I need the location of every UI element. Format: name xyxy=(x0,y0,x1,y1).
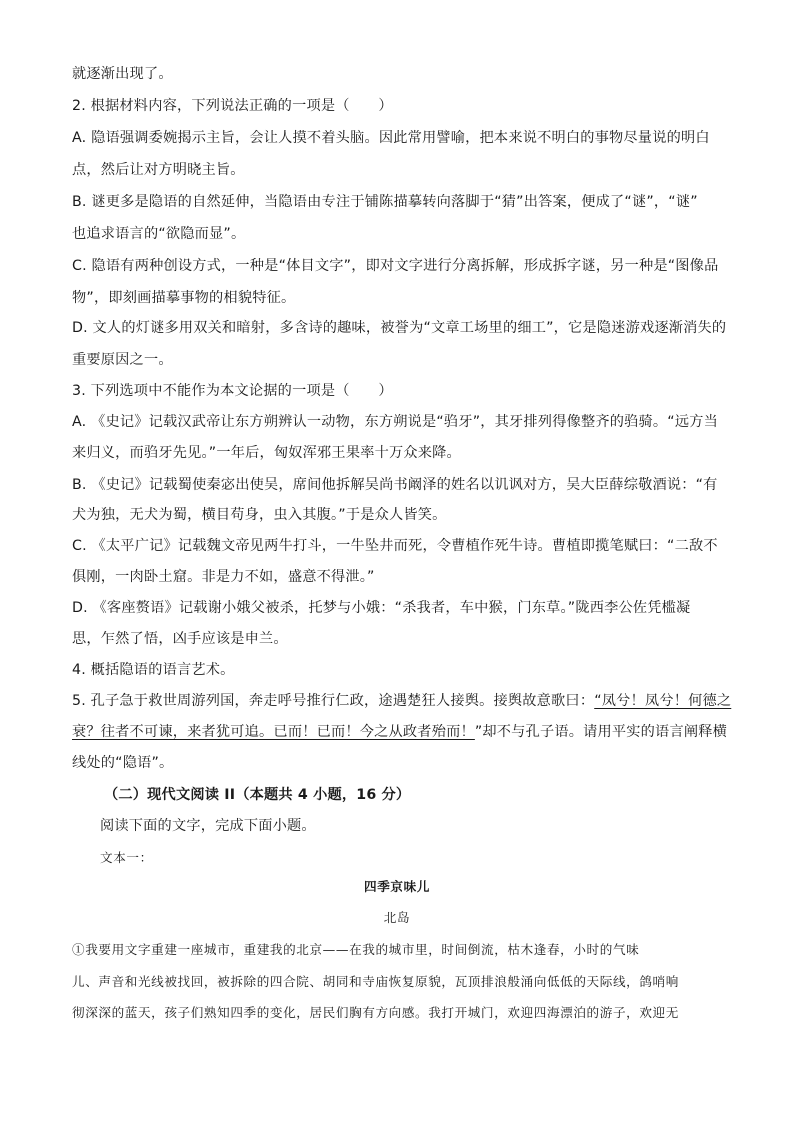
underlined-hidden-phrase: 衰？往者不可谏，来者犹可追。已而！已而！今之从政者殆而！ xyxy=(72,724,475,740)
text-one-label: 文本一： xyxy=(100,850,153,865)
option-3c-line-2: 俱刚，一肉卧土窟。非是力不如，盛意不得泄。” xyxy=(72,569,375,585)
article-title: 四季京味儿 xyxy=(364,879,430,894)
question-4: 4. 概括隐语的语言艺术。 xyxy=(72,662,235,678)
reading-instruction: 阅读下面的文字，完成下面小题。 xyxy=(100,818,316,834)
question-5-line-1: 5. 孔子急于救世周游列国，奔走呼号推行仁政，途遇楚狂人接舆。接舆故意歌曰：“凤兮！凤兮！何德之 xyxy=(72,693,732,709)
option-2c-line-1: C. 隐语有两种创设方式，一种是“体目文字”，即对文字进行分离拆解，形成拆字谜，另一种是“图像品 xyxy=(72,258,719,274)
option-3b-line-1: B. 《史记》记载蜀使秦宓出使吴，席间他拆解吴尚书阚泽的姓名以讥讽对方，吴大臣薛综敬酒说：“有 xyxy=(72,477,718,493)
article-paragraph-line: 彻深深的蓝天，孩子们熟知四季的变化，居民们胸有方向感。我打开城门，欢迎四海漂泊的游子，欢迎无 xyxy=(72,1005,679,1020)
question-5-line-2: 衰？往者不可谏，来者犹可追。已而！已而！今之从政者殆而！”却不与孔子语。请用平实的语言阐释横 xyxy=(72,724,727,740)
section-heading: （二）现代文阅读 II（本题共 4 小题，16 分） xyxy=(104,787,411,803)
paragraph-line: 就逐渐出现了。 xyxy=(72,66,173,82)
option-2a-line-1: A. 隐语强调委婉揭示主旨，会让人摸不着头脑。因此常用譬喻，把本来说不明白的事物尽量说的明白 xyxy=(72,130,710,146)
option-2d-line-1: D. 文人的灯谜多用双关和暗射，多含诗的趣味，被誉为“文章工场里的细工”，它是隐迷游戏逐渐消失的 xyxy=(72,320,727,336)
option-2c-line-2: 物”，即刻画描摹事物的相貌特征。 xyxy=(72,290,296,306)
option-3d-line-2: 思，乍然了悟，凶手应该是申兰。 xyxy=(72,631,288,647)
question-3: 3. 下列选项中不能作为本文论据的一项是（ ） xyxy=(72,383,393,399)
question-5-line-3: 线处的“隐语”。 xyxy=(72,755,174,771)
option-2d-line-2: 重要原因之一。 xyxy=(72,352,173,368)
article-author: 北岛 xyxy=(383,910,411,925)
option-2a-line-2: 点，然后让对方明晓主旨。 xyxy=(72,162,245,178)
option-3b-line-2: 犬为独，无犬为蜀，横目苟身，虫入其腹。”于是众人皆笑。 xyxy=(72,507,447,523)
option-2b-line-2: 也追求语言的“欲隐而显”。 xyxy=(72,226,246,242)
option-3a-line-2: 来归义，而驺牙先见。”一年后，匈奴浑邪王果率十万众来降。 xyxy=(72,445,461,461)
article-paragraph-line: ①我要用文字重建一座城市，重建我的北京——在我的城市里，时间倒流，枯木逢春，小时的气味 xyxy=(72,942,640,957)
underlined-hidden-phrase: “凤兮！凤兮！何德之 xyxy=(594,693,732,709)
option-3c-line-1: C. 《太平广记》记载魏文帝见两牛打斗，一牛坠井而死，令曹植作死牛诗。曹植即揽笔赋曰：“二敌不 xyxy=(72,538,718,554)
option-3d-line-1: D. 《客座赘语》记载谢小娥父被杀，托梦与小娥：“杀我者，车中猴，门东草。”陇西李公佐凭槛凝 xyxy=(72,600,691,616)
option-2b-line-1: B. 谜更多是隐语的自然延伸，当隐语由专注于铺陈描摹转向落脚于“猜”出答案，便成了“谜”，“谜” xyxy=(72,194,698,210)
question-2: 2. 根据材料内容，下列说法正确的一项是（ ） xyxy=(72,98,393,114)
article-paragraph-line: 儿、声音和光线被找回，被拆除的四合院、胡同和寺庙恢复原貌，瓦顶排浪般涌向低低的天际线，鸽哨响 xyxy=(72,974,679,989)
option-3a-line-1: A. 《史记》记载汉武帝让东方朔辨认一动物，东方朔说是“驺牙”，其牙排列得像整齐的驺骑。“远方当 xyxy=(72,414,719,430)
